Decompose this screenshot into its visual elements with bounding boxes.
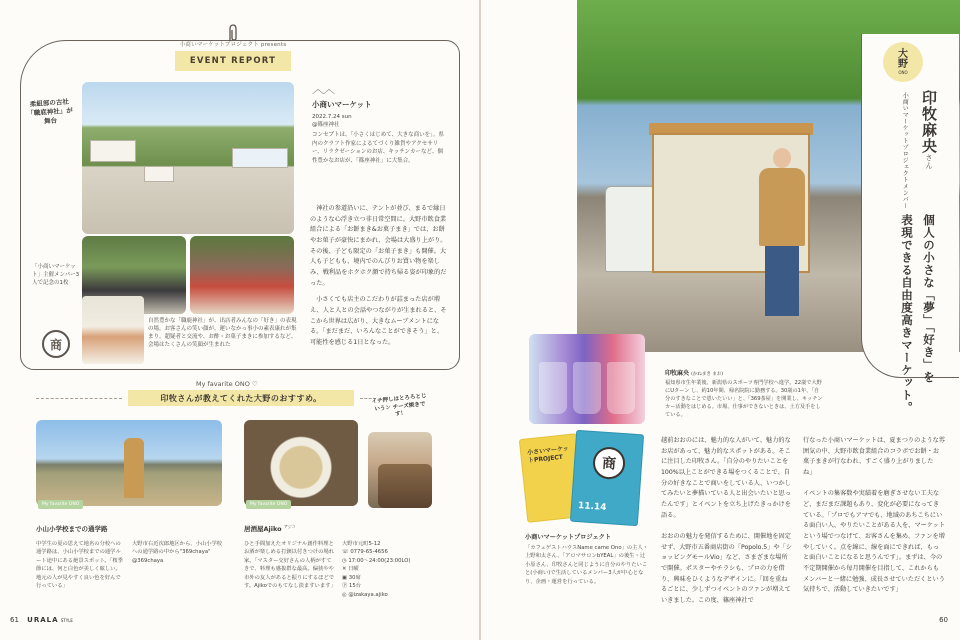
ajiko-dish-photo: [244, 420, 358, 506]
tent-shape: [90, 140, 136, 162]
spot-info-text: 大野市右近次郎地区から、小山小学校への通学路の中から"369chaya": [132, 541, 223, 556]
members-caption: 「小商いマーケット」主催メンバー3人で記念の1枚: [32, 264, 80, 286]
right-page: [481, 0, 960, 640]
mountain-icon: ︿︿: [312, 82, 335, 96]
market-main-photo: [82, 82, 294, 234]
instagram: ◎ @izakaya.ajiko: [342, 591, 388, 598]
cup-shape: [539, 362, 567, 414]
person-role: 小商いマーケットプロジェクトメンバー: [901, 92, 909, 209]
instagram-handle: @369chaya: [132, 557, 164, 564]
ono-badge: [883, 42, 923, 82]
cup-shape: [607, 362, 635, 414]
recommend-banner: 印牧さんが教えてくれた大野のおすすめ。: [128, 390, 354, 406]
seats: ▣ 30席: [342, 574, 361, 581]
person-head: [773, 148, 791, 168]
headline-line-2: 表現できる自由度高きマーケット。: [900, 214, 914, 414]
instagram-handle: @izakaya.ajiko: [348, 591, 388, 598]
flyer-date: 11.14: [577, 501, 607, 514]
honorific: さん: [925, 154, 933, 170]
closed-day: ✕ 日曜: [342, 566, 359, 573]
left-page: [0, 0, 479, 640]
profile-name: [665, 368, 823, 377]
telephone: ☏ 0779-65-4656: [342, 549, 388, 556]
closed-day-value: 日曜: [348, 566, 359, 573]
profile-name-text: 印牧麻央: [665, 370, 690, 377]
profile-text: 福知県市生年業後、新潟県のスポーツ専門学校へ進学。22歳で大野にUターン し、約10年間、帰名院院に勤務する。30歳の1年、「自分のすきなことで恩いたいい」と、「369茶屋」を開業し、キッチンカー活動をはじめる。市場、仕事ができないときは、土方及手をしている。: [665, 380, 823, 419]
footer-left: [10, 616, 73, 624]
event-body: [310, 204, 448, 349]
event-report-tag: EVENT REPORT: [175, 51, 291, 71]
flyer-title: 小さいマーケットPROJECT: [526, 445, 570, 465]
person-name-text: 印牧麻央: [920, 90, 938, 154]
temple-caption: 柔紐部の古社「職底神社」が舞台: [26, 97, 73, 125]
project-text: 「カフェゲストハウスName came Ono」の主人・上野和太さん、「アロマサロンbYEAL」の後生・辻小原さん、印牧さんと同じように自分のやりたいこと(小商い)で生活しているメンバー3人が中心となり、企画・運営を行っている。: [525, 545, 649, 585]
telephone-value: 0779-65-4656: [350, 549, 388, 556]
presents-text: 小商いマーケットプロジェクト presents: [179, 42, 287, 48]
page-number: 60: [939, 616, 948, 624]
divider: [36, 398, 122, 399]
parking-value: 15台: [348, 583, 362, 590]
spot-info: [342, 540, 438, 599]
photo-caption: 自然豊かな「職鹿神社」が、出店者みんなの「好き」の表現の場。お客さんの笑い顔が、運いなかっ事小の素表康れが集まり。超疑者と交流や、お酢・お菓子まきに参加するなど、会場はたくさんの笑顔が生まれた: [148, 318, 297, 348]
spot-reading: アジコ: [283, 524, 296, 529]
person-coat: [759, 168, 805, 246]
hours: ◷ 17:00〜24:00(23:00LO): [342, 557, 411, 564]
badge-char: 大: [898, 48, 908, 60]
magazine-brand-suffix: STYLE: [60, 618, 73, 623]
spot-description: ひと手間加えたオリジナル創作料理とお酒が楽しめる打鋏以付きつけの場れ家。「マスター交好さんの人柄がすてきで、料理も感抜群な最高。偏狭やや市外の友人があると振りにするほどです。Ajikoでのもてなし淡ますいます」: [244, 541, 336, 590]
members-photo: [82, 296, 144, 364]
speech-bubble: イチ押しはとろろとじいうン チーズ焼きです！: [371, 393, 427, 418]
event-venue-line: @篠座神社: [312, 122, 340, 129]
shop-logo-icon: 商: [42, 330, 70, 358]
article-column-1: 越前おおのには、魅力的な人がいて、魅力的なお店があって、魅力的なスポットがある。そこに注目した印牧さん。「自分のやりたいことを100%以上ことができる場をつくることで、自分の好きなことで商いをしている人、いつかしてみたいと夢描いている人と出会いたいと思ったんです」とイベントを立ち上げたきっかけを語る。 おおのの魅力を発信するために、開催地を固定せず、大野市五番商店街の「Popolo.5」や「ショッピングモールVio」など、さまざまな場所で開催。ポスターやチラシも、プロの力を借り、興味をひくようなデザインに。「回を重ねるごとに、少しずつイベントのファンが増えていきました。この度、篠座神社で: [661, 437, 792, 604]
hours-value: 17:00〜24:00(23:00LO): [348, 557, 411, 564]
address: 大野市元町5-12: [342, 541, 381, 547]
tent-shape: [232, 148, 288, 168]
mochi-toss-photo: [190, 236, 294, 314]
shop-logo-icon: 商: [592, 446, 626, 480]
cup-shape: [573, 362, 601, 414]
ajiko-sign-photo: [378, 464, 432, 508]
favorite-tag: My favarite ONO: [38, 500, 83, 509]
event-date: [312, 113, 352, 130]
seats-value: 30席: [348, 574, 361, 581]
spot-name: [244, 524, 296, 533]
project-title: 小商いマーケットプロジェクト: [525, 534, 612, 541]
event-concept: コンセプトは、「小さくはじめて、大きな商いを」。県内のクラフト作家によるてづくり雑貨やアクセサリー、リラクゼーションのお店、キッチンカーなど、個性豊かなお店が、「篠座神社」に大集合。: [312, 132, 444, 164]
badge-char: 野: [898, 58, 908, 70]
page-number: 61: [10, 616, 19, 624]
event-report-header: [175, 40, 291, 71]
tent-shape: [144, 166, 174, 182]
person-figure: [759, 148, 805, 316]
badge-sub: ONO: [898, 69, 908, 75]
event-body-paragraph: 小さくても店主のこだわりが詰まった店が増え、人と人との会話やつながりが生まれると、そこから世界は広がり、大きなムーブメントになる。「まだまだ、いろんなことができそう」と、可能性を感じる1日となった。: [310, 296, 447, 346]
headline-line-1: 個人の小さな「夢」「好き」を: [922, 214, 936, 384]
parking: Ⓟ 15台: [342, 583, 362, 590]
drinks-photo: [529, 334, 645, 424]
article-column-2: 行なった小商いマーケットは、夏まつりのような雰囲気の中、大野市飲食業組合のコラボでお餅・お菓子まきが行なわれ、すごく盛り上がりましたね」 イベントの集客数や実績着を磨ぎさせない工夫など、まだまだ課題もあり、変化が必要になってきている。「プロでもアマでも、地域のあちこちにいる面白い人、やりたいことがある人を、マーケットという場でつなげて、お客さんを集め、ファンを増やしていく。点を線に、線を面にできれば、もっと面白いことになると思うんです」。まずは、今の不定期開催から毎月開催を目指して、これからもメンバーと一緒に勉強、成長させていただくという気持ちで、活動していきたいです」: [803, 437, 946, 594]
spot-name-text: 居酒屋Ajiko: [244, 525, 282, 534]
event-title: 小商いマーケット: [312, 100, 372, 109]
person-legs: [765, 246, 799, 316]
magazine-brand: URALA: [27, 616, 59, 624]
person-figure: [124, 438, 144, 498]
school-route-photo: [36, 420, 222, 506]
spot-name: 小山小学校までの通学路: [36, 525, 108, 533]
spot-info: [132, 540, 224, 565]
profile-reading: (かねまき まお): [691, 372, 724, 377]
person-name: [919, 90, 940, 170]
spot-description: 中学生の夏の思えて地名の分校への通学路は、小山小学校までの通学ルート途中にある絶景スポット。「桜季節には、何と白色が美しく眩しい。地元の人が見やすく良い色を好んで行っている」: [36, 541, 123, 590]
favorite-tag: My favarite ONO: [246, 500, 291, 509]
profile: [665, 368, 823, 419]
event-body-paragraph: 神社の参道沿いに、テントが並び、まるで縁日のような心浮き立つ非日常空間に。大野市飲食業組合による「お餅まき&お菓子まき」では、お餅やお菓子が豪快にまかれ、会場は大盛り上がり。その後、子ども限定の「お菓子まき」も開催。大人も子どもも、境内でのんびりお買い物を楽しみ、戦利品をホクホク顔で持ち帰る姿が印象的だった。: [310, 205, 447, 287]
favorite-label: My favarite ONO ♡: [196, 380, 258, 388]
event-date-line: 2022.7.24 sun: [312, 114, 352, 120]
flyer-blue: [570, 430, 644, 527]
